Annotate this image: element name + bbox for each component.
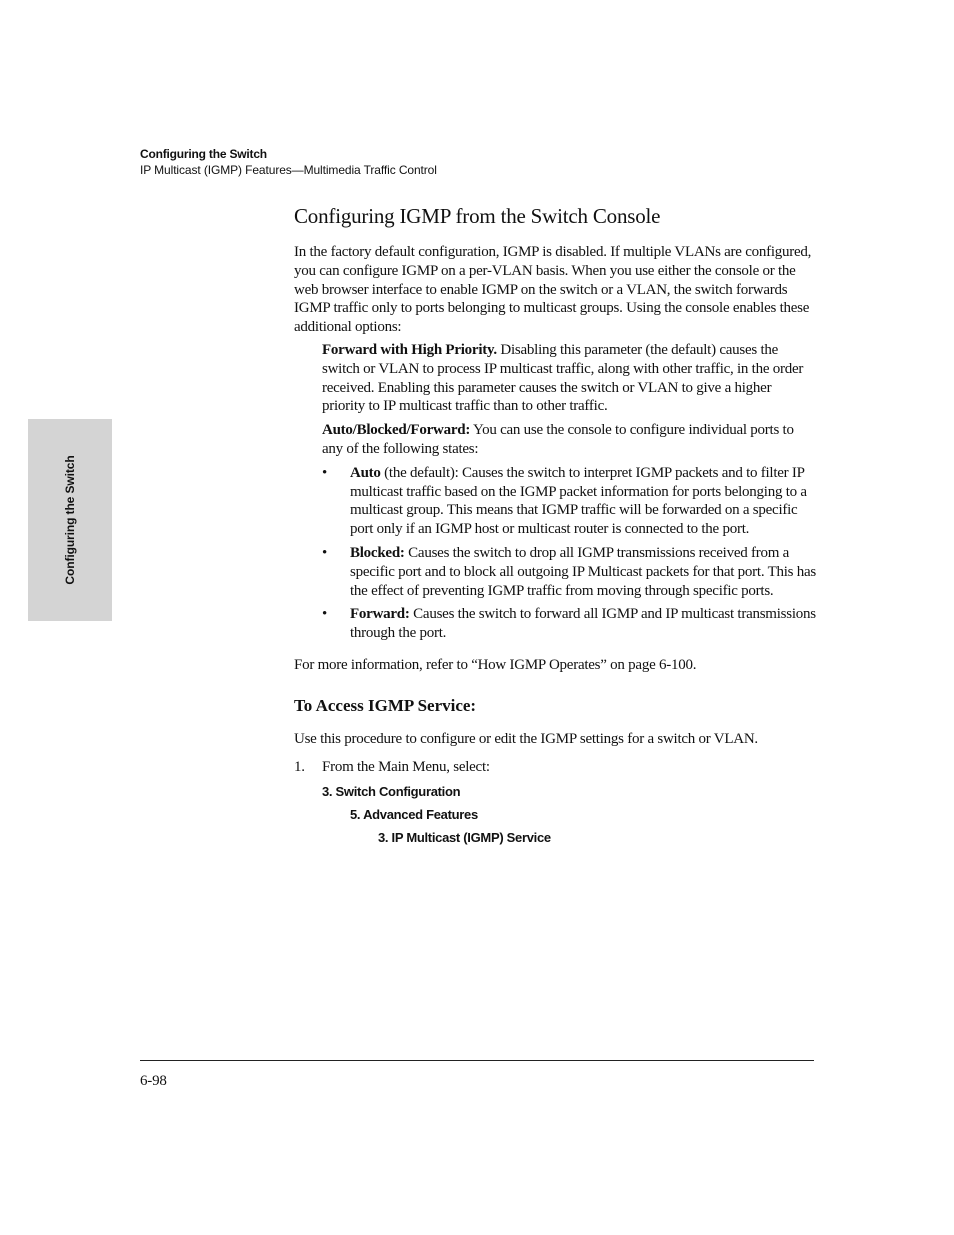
cross-reference-paragraph: For more information, refer to “How IGMP Operates” on page 6-100. <box>294 656 697 673</box>
bullet-icon: • <box>322 464 328 481</box>
port-state-list <box>322 464 816 643</box>
option-forward-high-priority <box>322 341 816 416</box>
chapter-side-tab-label: Configuring the Switch <box>63 455 77 585</box>
page-number: 6-98 <box>140 1073 167 1089</box>
procedure-heading: To Access IGMP Service: <box>294 695 477 715</box>
running-header-chapter: Configuring the Switch <box>140 147 267 161</box>
step-number: 1. <box>294 758 305 775</box>
list-item-forward <box>322 605 816 643</box>
menu-path-level-1: 3. Switch Configuration <box>322 784 461 800</box>
state-term: Blocked: <box>350 544 405 561</box>
bullet-icon: • <box>322 606 328 623</box>
option-term: Forward with High Priority. <box>322 341 497 358</box>
section-title: Configuring IGMP from the Switch Console <box>294 204 661 228</box>
state-description: (the default): Causes the switch to interpret IGMP packets and to filter IP multicast traffic based on the IGMP packet information for ports belonging to a multicast group. This means that IGMP traffic will be forwarded on a specific port only if an IGMP host or multicast router is connected to the port. <box>350 464 807 538</box>
running-header-section: IP Multicast (IGMP) Features—Multimedia Traffic Control <box>140 163 437 177</box>
main-content <box>294 203 816 846</box>
state-term: Forward: <box>350 606 410 623</box>
chapter-side-tab <box>28 419 112 621</box>
procedure-step <box>294 758 816 777</box>
step-text: From the Main Menu, select: <box>322 758 490 775</box>
state-description: Causes the switch to drop all IGMP transmissions received from a specific port and to block all outgoing IP Multicast packets for that port. This has the effect of preventing IGMP traffic from moving through specific ports. <box>350 544 816 599</box>
option-description: Disabling this parameter (the default) causes the switch or VLAN to process IP multicast traffic, along with other traffic, in the order received. Enabling this parameter causes the switch or VLAN to give a higher priority to IP multicast traffic than to other traffic. <box>322 341 804 415</box>
list-item-auto <box>322 464 816 539</box>
footer-divider <box>140 1060 814 1061</box>
intro-paragraph: In the factory default configuration, IGMP is disabled. If multiple VLANs are configured, you can configure IGMP on a per-VLAN basis. When you use either the console or the web browser interface to enable IGMP on the switch or a VLAN, the switch forwards IGMP traffic only to ports belonging to multicast groups. Using the console enables these additional options: <box>294 244 812 336</box>
option-term: Auto/Blocked/Forward: <box>322 422 471 439</box>
option-description: You can use the console to configure individual ports to any of the following states: <box>322 422 794 457</box>
option-auto-blocked-forward <box>322 421 816 459</box>
procedure-intro: Use this procedure to configure or edit the IGMP settings for a switch or VLAN. <box>294 730 758 747</box>
menu-path-level-2: 5. Advanced Features <box>350 807 478 823</box>
state-term: Auto <box>350 464 381 481</box>
menu-path-level-3: 3. IP Multicast (IGMP) Service <box>378 830 551 846</box>
bullet-icon: • <box>322 544 328 561</box>
state-description: Causes the switch to forward all IGMP and IP multicast transmissions through the port. <box>350 606 816 642</box>
list-item-blocked <box>322 544 816 600</box>
